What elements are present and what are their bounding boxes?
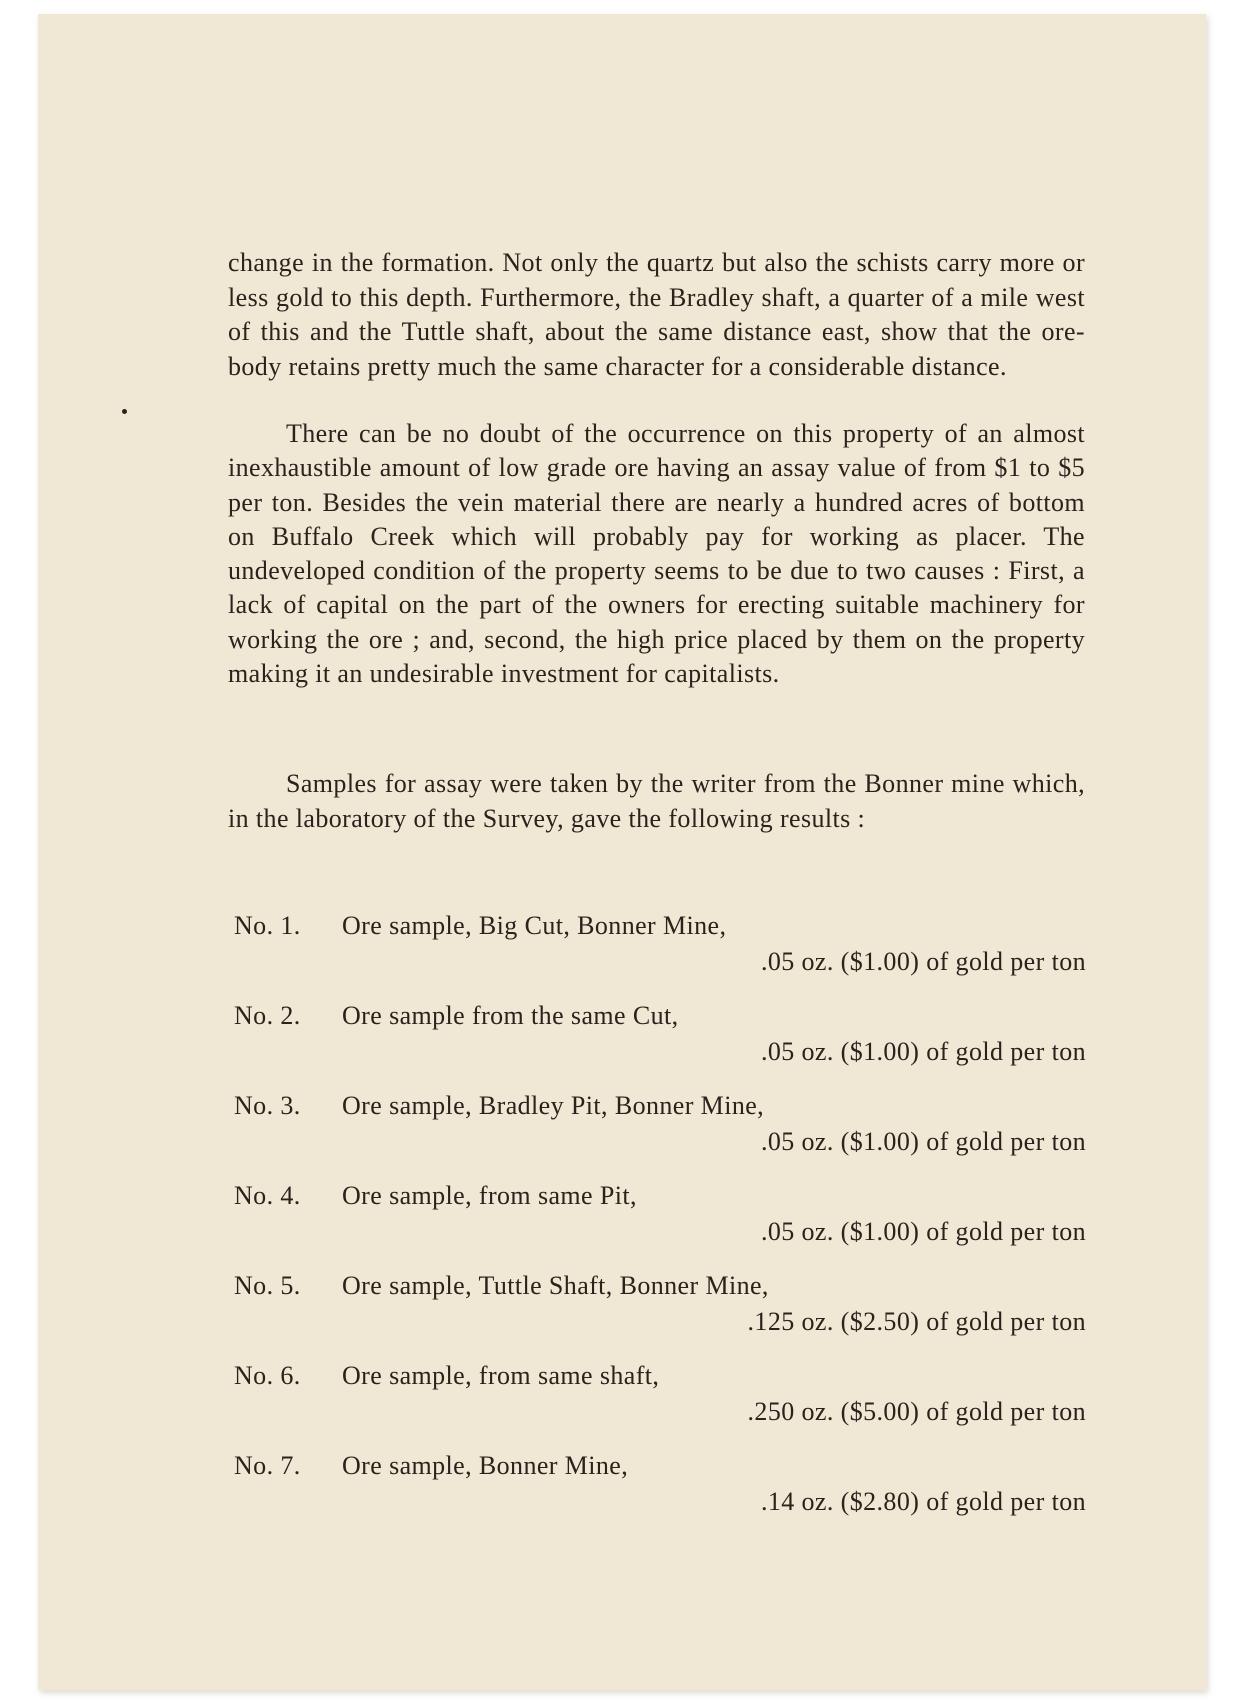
assay-result-item bbox=[234, 1451, 1086, 1541]
text-block-property bbox=[228, 417, 1085, 691]
text-block-intro bbox=[228, 246, 1085, 384]
assay-result-item bbox=[234, 1361, 1086, 1451]
assay-result-item bbox=[234, 1001, 1086, 1091]
sample-number: No. 6. bbox=[234, 1361, 301, 1390]
sample-number: No. 3. bbox=[234, 1091, 301, 1120]
sample-result: .05 oz. ($1.00) of gold per ton bbox=[760, 947, 1086, 976]
ink-speck bbox=[122, 409, 127, 414]
sample-description: Ore sample, Big Cut, Bonner Mine, bbox=[342, 911, 727, 940]
sample-description: Ore sample, Bonner Mine, bbox=[342, 1451, 629, 1480]
sample-description: Ore sample from the same Cut, bbox=[342, 1001, 679, 1030]
paper-sheet bbox=[38, 14, 1206, 1690]
sample-number: No. 2. bbox=[234, 1001, 301, 1030]
sample-number: No. 4. bbox=[234, 1181, 301, 1210]
sample-result: .250 oz. ($5.00) of gold per ton bbox=[747, 1397, 1086, 1426]
sample-result: .14 oz. ($2.80) of gold per ton bbox=[760, 1487, 1086, 1516]
sample-result: .05 oz. ($1.00) of gold per ton bbox=[760, 1037, 1086, 1066]
paragraph-formation: change in the formation. Not only the quartz but also the schists carry more or less gold to this depth. Furthermore, the Bradley shaft, a quarter of a mile west of this and the Tuttle shaft, about the same distance east, show that the ore-body retains pretty much the same character for a considerable distance. bbox=[228, 248, 1085, 381]
assay-result-item bbox=[234, 1091, 1086, 1181]
sample-description: Ore sample, from same shaft, bbox=[342, 1361, 660, 1390]
paragraph-samples-intro: Samples for assay were taken by the writer from the Bonner mine which, in the laboratory of the Survey, gave the following results : bbox=[228, 769, 1085, 833]
sample-result: .05 oz. ($1.00) of gold per ton bbox=[760, 1127, 1086, 1156]
sample-number: No. 7. bbox=[234, 1451, 301, 1480]
assay-results-list bbox=[234, 911, 1086, 1541]
sample-description: Ore sample, Bradley Pit, Bonner Mine, bbox=[342, 1091, 765, 1120]
assay-result-item bbox=[234, 1271, 1086, 1361]
sample-result: .05 oz. ($1.00) of gold per ton bbox=[760, 1217, 1086, 1246]
sample-result: .125 oz. ($2.50) of gold per ton bbox=[747, 1307, 1086, 1336]
sample-description: Ore sample, Tuttle Shaft, Bonner Mine, bbox=[342, 1271, 769, 1300]
paragraph-property: There can be no doubt of the occurrence on this property of an almost inexhaustible amount of low grade ore having an assay value of from $1 to $5 per ton. Besides the vein material there are nearly a hundred acres of bottom on Buffalo Creek which will probably pay for working as placer. The undeveloped condition of the property seems to be due to two causes : First, a lack of capital on the part of the owners for erecting suitable machinery for working the ore ; and, second, the high price placed by them on the property making it an undesirable investment for capitalists. bbox=[228, 419, 1085, 689]
assay-result-item bbox=[234, 911, 1086, 1001]
assay-result-item bbox=[234, 1181, 1086, 1271]
text-block-samples-intro bbox=[228, 766, 1085, 836]
sample-description: Ore sample, from same Pit, bbox=[342, 1181, 637, 1210]
sample-number: No. 5. bbox=[234, 1271, 301, 1300]
sample-number: No. 1. bbox=[234, 911, 301, 940]
